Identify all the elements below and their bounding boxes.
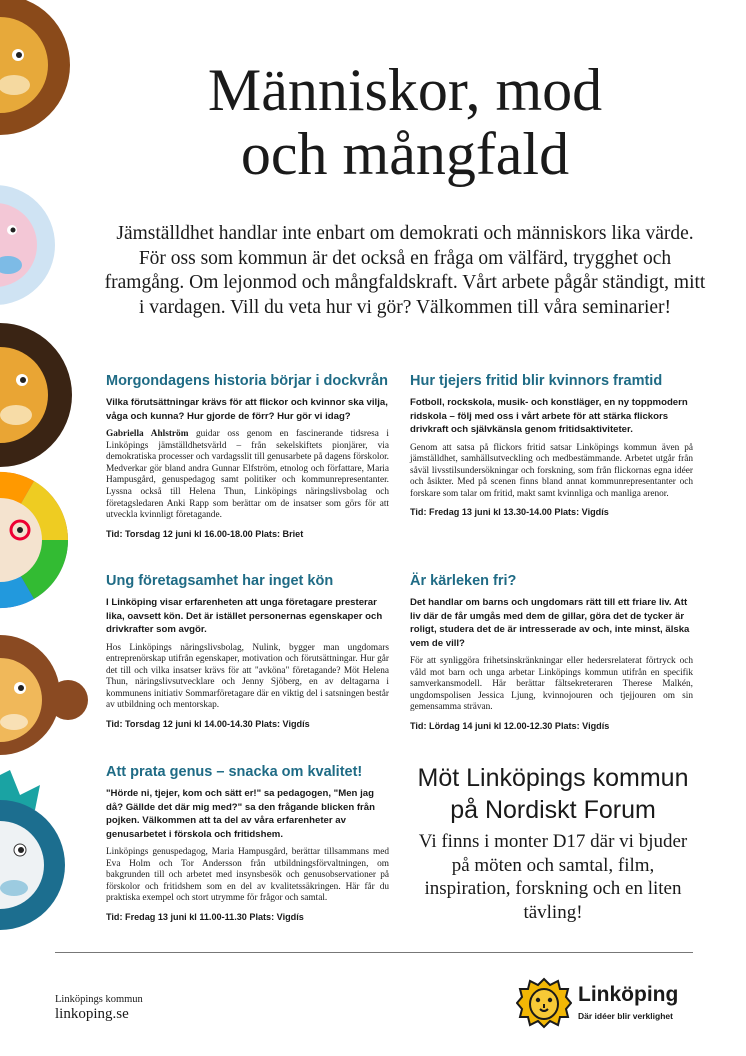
title-line-1: Människor, mod (207, 57, 603, 123)
article-body: För att synliggöra frihetsinskränkningar eller hedersrelaterat förtryck och våld mot barn och unga arbetar Linköpings kommun utifrån en specifik samverkansmodell. Här berättar fältsekreteraren Therese Malkén, ungdomspolisen Jessica Ljung, kvinnojouren och tjejjouren om sin gemensamma strävan. (410, 656, 693, 713)
article-meta: Tid: Torsdag 12 juni kl 14.00-14.30 Plats: Vigdís (106, 719, 310, 730)
lion-5 (0, 635, 88, 755)
article-body-text: guidar oss genom en fascinerande tidsresa i Linköpings jämställdhetsvärld – från sekelskiftets pionjärer, via demokratiska processer och vardagsslit till genusarbete på dagens förskolor. Medverkar gör bland andra Gunnar Elfström, etnolog och författare, Maria Hampusgård, genuspedagog samt politiker och kommunrepresentanter. Lyssna också till Helena Thun, Linköpings näringslivsbolag och företagsledaren Anki Rapp som berättar om de insatser som görs för att utveckla kvinnligt företagande. (106, 429, 390, 521)
article-body (106, 429, 389, 522)
article-intro: Fotboll, rockskola, musik- och konstläger, en ny toppmodern ridskola – följ med oss i vårt arbete för att stärka flickors drivkraft och självkänsla genom fritidsaktiviteter. (410, 397, 688, 435)
article-dockvran (106, 372, 389, 540)
page-title (100, 58, 710, 186)
article-heading: Ung företagsamhet har inget kön (106, 573, 334, 589)
logo-name: Linköping (578, 983, 679, 1006)
article-intro: Det handlar om barns och ungdomars rätt till ett friare liv. Att liv där de får umgås med dem de gillar, göra det de tycker är roligt, studera det de är intresserade av och, inte minst, älska vem de vill? (410, 597, 690, 649)
article-meta: Tid: Fredag 13 juni kl 11.00-11.30 Plats: Vigdís (106, 911, 304, 922)
article-intro: "Hörde ni, tjejer, kom och sätt er!" sa pedagogen, "Men jag då? Gällde det där mig med?" sa den frågande blicken från pojken. Välkommen att ta del av våra erfarenheter av genusarbetet i förskola och fritidshem. (106, 788, 375, 840)
article-meta: Tid: Lördag 14 juni kl 12.00-12.30 Plats: Vigdís (410, 720, 610, 731)
article-intro: I Linköping visar erfarenheten att unga företagare presterar lika, oavsett kön. Det är istället personernas egenskaper och drivkrafter som avgör. (106, 597, 383, 635)
title-line-2: och mångfald (240, 121, 570, 187)
article-tjejers-fritid (410, 372, 693, 518)
article-karleken (410, 572, 693, 732)
lion-4 (0, 472, 68, 608)
footer-url[interactable]: linkoping.se (55, 1006, 129, 1022)
article-body: Genom att satsa på flickors fritid satsar Linköpings kommun även på jämställdhet, samhällsutveckling och medbestämmande. Arbetet utgår från såväl livsstilsundersökningar och forskning, som från flickornas egna idéer och åsikter. Med på scenen finns bland annat kommunrepresentanter och forskare som talar om fritid, makt samt kvinnliga och manliga arenor. (410, 442, 693, 499)
article-prata-genus (106, 763, 389, 923)
article-body-lead: Gabriella Ahlström (106, 429, 189, 439)
article-meta: Tid: Fredag 13 juni kl 13.30-14.00 Plats: Vigdís (410, 507, 609, 518)
article-body: Hos Linköpings näringslivsbolag, Nulink, bygger man ungdomars entreprenörskap utifrån egenskaper, motivation och förutsättningar. Hur går det till och vilka insatser krävs för att "avköna" företagande? Möt Helena Thun, näringslivsutvecklare och Jenny Sjöberg, en av deltagarna i kommunens initiativ Sommarföretagare där en viktig del i satsningen består av utbildning och mentorskap. (106, 642, 389, 711)
article-heading: Är kärleken fri? (410, 573, 517, 589)
lion-logo-icon (516, 977, 572, 1029)
article-heading: Morgondagens historia börjar i dockvrån (106, 373, 388, 389)
lion-1 (0, 0, 70, 135)
promo-body: Vi finns i monter D17 där vi bjuder på möten och samtal, film, inspiration, forskning och en liten tävling! (418, 831, 688, 923)
lead-paragraph: Jämställdhet handlar inte enbart om demokrati och människors lika värde. För oss som kommun är det också en fråga om välfärd, trygghet och framgång. Om lejonmod och mångfaldskraft. Vårt arbete pågår ständigt, mitt i vardagen. Vill du veta hur vi gör? Välkommen till våra seminarier! (104, 223, 706, 318)
article-heading: Att prata genus – snacka om kvalitet! (106, 764, 363, 780)
footer-divider (55, 952, 693, 953)
article-heading: Hur tjejers fritid blir kvinnors framtid (410, 373, 663, 389)
lion-6 (0, 770, 65, 930)
article-intro: Vilka förutsättningar krävs för att flickor och kvinnor ska vilja, våga och kunna? Hur gjorde de förr? Hur gör vi idag? (106, 397, 388, 422)
article-body: Linköpings genuspedagog, Maria Hampusgård, berättar tillsammans med Eva Holm och Tor Andersson från utbildningsförvaltningen, om bakgrunden till och arbetet med insynsbesök och genusobservationer på förskolor och fritidshem som en del av kvalitetssäkringen. Här får du praktiska exempel och stort utrymme för frågor och samtal. (106, 847, 389, 904)
lion-illustration (0, 0, 90, 1000)
article-ung-foretagsamhet (106, 572, 389, 730)
lion-2 (0, 185, 55, 305)
article-meta: Tid: Torsdag 12 juni kl 16.00-18.00 Plats: Briet (106, 528, 304, 539)
promo-title: Möt Linköpings kommun på Nordiskt Forum (417, 764, 689, 824)
footer-org: Linköpings kommun (55, 994, 143, 1005)
logo-tagline: Där idéer blir verklighet (578, 1011, 673, 1021)
lion-3 (0, 323, 72, 467)
